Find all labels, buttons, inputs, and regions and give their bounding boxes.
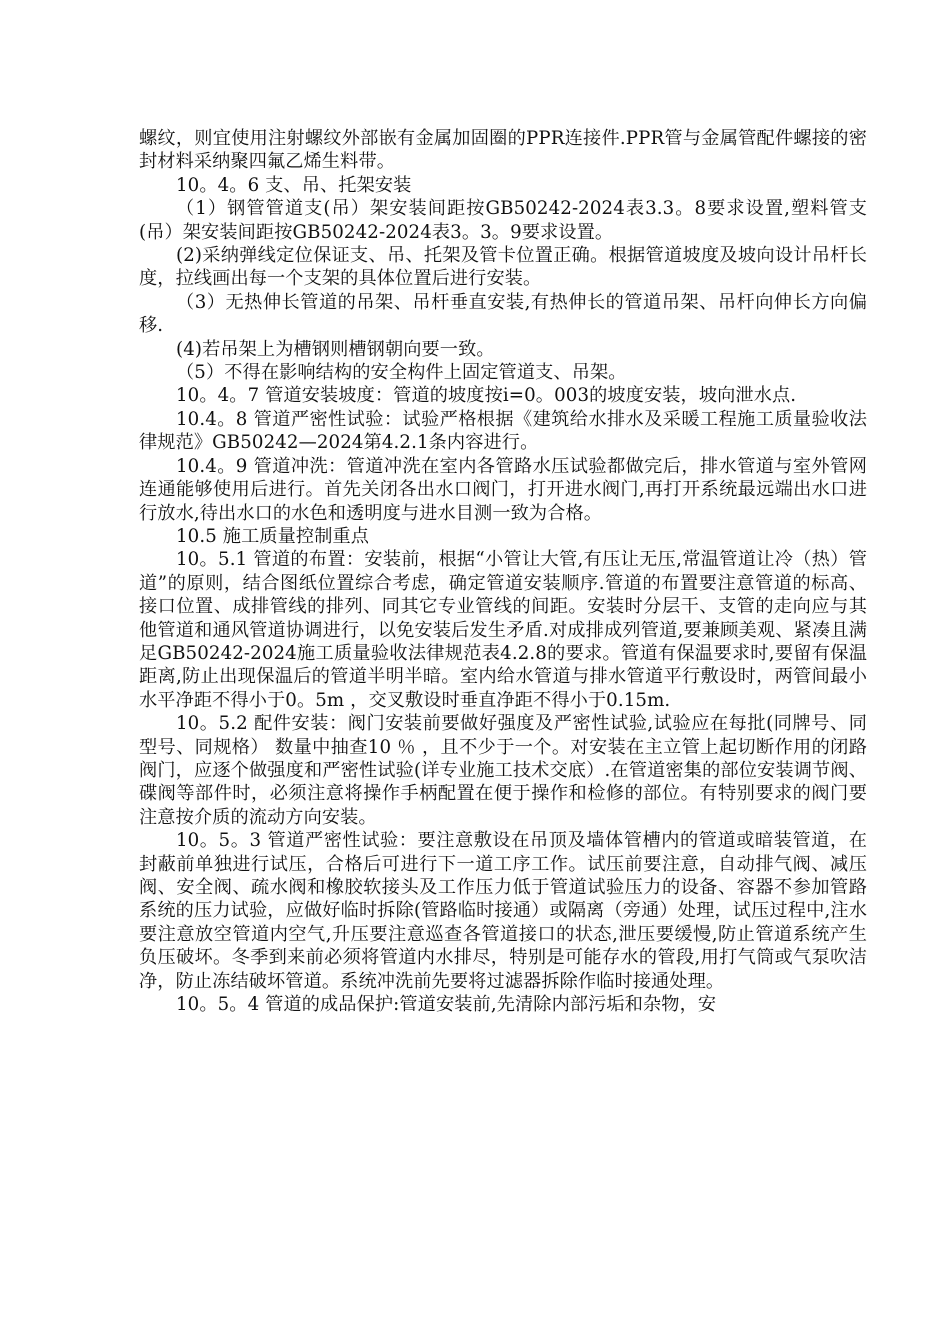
heading-10-4-6: 10。4。6 支、吊、托架安装 — [176, 174, 412, 196]
document-page — [139, 127, 867, 1016]
paragraph-10-5-1: 10。5.1 管道的布置：安装前，根据“小管让大管,有压让无压,常温管道让冷（热）管道”的原则，结合图纸位置综合考虑，确定管道安装顺序.管道的布置要注意管道的标高、接口位置、成排管线的排列、同其它专业管线的间距。安装时分层干、支管的走向应与其他管道和通风管道协调进行，以免安装后发生矛盾.对成排成列管道,要兼顾美观、紧凑且满足GB50242-2024施工质量验收法律规范表4.2.8的要求。管道有保温要求时,要留有保温距离,防止出现保温后的管道半明半暗。室内给水管道与排水管道平行敷设时，两管间最小水平净距不得小于0。5m ，交叉敷设时垂直净距不得小于0.15m. — [139, 549, 867, 711]
paragraph-item-4: (4)若吊架上为槽钢则槽钢朝向要一致。 — [176, 338, 495, 360]
paragraph-10-5-3: 10。5。3 管道严密性试验：要注意敷设在吊顶及墙体管槽内的管道或暗装管道，在封蔽前单独进行试压，合格后可进行下一道工序工作。试压前要注意，自动排气阀、减压阀、安全阀、疏水阀和橡胶软接头及工作压力低于管道试验压力的设备、容器不参加管路系统的压力试验，应做好临时拆除(管路临时接通）或隔离（旁通）处理，试压过程中,注水要注意放空管道内空气,升压要注意巡查各管道接口的状态,泄压要缓慢,防止管道系统产生负压破坏。冬季到来前必须将管道内水排尽，特别是可能存水的管段,用打气筒或气泵吹洁净，防止冻结破坏管道。系统冲洗前先要将过滤器拆除作临时接通处理。 — [139, 830, 867, 992]
paragraph-10-5-2: 10。5.2 配件安装：阀门安装前要做好强度及严密性试验,试验应在每批(同牌号、同型号、同规格） 数量中抽查10 ％ ，且不少于一个。对安装在主立管上起切断作用的闭路阀门，应逐个做强度和严密性试验(详专业施工技术交底）.在管道密集的部位安装调节阀、碟阀等部件时，必须注意将操作手柄配置在便于操作和检修的部位。有特别要求的阀门要注意按介质的流动方向安装。 — [139, 713, 867, 828]
paragraph-item-1: （1）钢管管道支(吊）架安装间距按GB50242-2024表3.3。8要求设置,塑料管支(吊）架安装间距按GB50242-2024表3。3。9要求设置。 — [139, 198, 867, 243]
paragraph-10-4-8: 10.4。8 管道严密性试验：试验严格根据《建筑给水排水及采暖工程施工质量验收法律规范》GB50242—2024第4.2.1条内容进行。 — [139, 408, 867, 454]
heading-10-5: 10.5 施工质量控制重点 — [176, 525, 370, 547]
paragraph-item-5: （5）不得在影响结构的安全构件上固定管道支、吊架。 — [176, 362, 627, 384]
paragraph-item-2: (2)采纳弹线定位保证支、吊、托架及管卡位置正确。根据管道坡度及坡向设计吊杆长度，拉线画出每一个支架的具体位置后进行安装。 — [139, 245, 867, 290]
paragraph-thread-fittings: 螺纹，则宜使用注射螺纹外部嵌有金属加固圈的PPR连接件.PPR管与金属管配件螺接的密封材料采纳聚四氟乙烯生料带。 — [139, 128, 867, 173]
paragraph-item-3: （3）无热伸长管道的吊架、吊杆垂直安装,有热伸长的管道吊架、吊杆向伸长方向偏移. — [139, 291, 867, 337]
paragraph-10-5-4: 10。5。4 管道的成品保护:管道安装前,先清除内部污垢和杂物，安 — [176, 994, 717, 1016]
paragraph-10-4-9: 10.4。9 管道冲洗：管道冲洗在室内各管路水压试验都做完后，排水管道与室外管网连通能够使用后进行。首先关闭各出水口阀门，打开进水阀门,再打开系统最远端出水口进行放水,待出水口的水色和透明度与进水目测一致为合格。 — [139, 455, 867, 524]
paragraph-10-4-7: 10。4。7 管道安装坡度：管道的坡度按i=0。003的坡度安装，坡向泄水点. — [176, 385, 797, 407]
